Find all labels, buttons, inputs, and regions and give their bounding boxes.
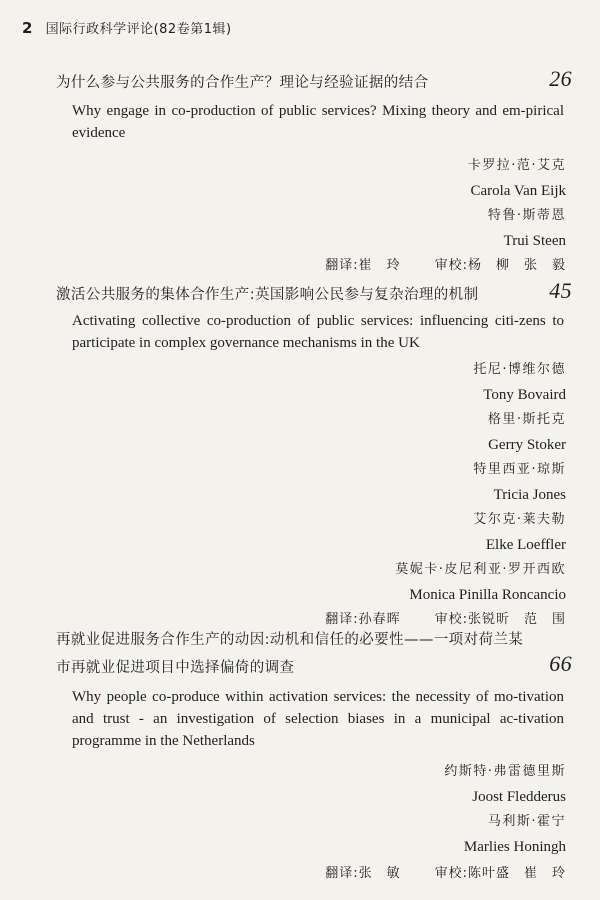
author-name-cn: 格里·斯托克 bbox=[487, 412, 566, 427]
author-name-en: Tricia Jones bbox=[493, 487, 566, 503]
author-name-cn: 卡罗拉·范·艾克 bbox=[467, 158, 566, 173]
reviewer: 审校:陈叶盛 崔 玲 bbox=[434, 866, 566, 881]
reviewer: 审校:杨 柳 张 毅 bbox=[434, 258, 566, 273]
article-title-en: Activating collective co-production of public services: influencing citi-zens to participate in complex governance mechanisms in the UK bbox=[72, 313, 564, 351]
author-name-en: Monica Pinilla Roncancio bbox=[409, 587, 566, 603]
author-name-cn: 托尼·博维尔德 bbox=[473, 362, 566, 377]
author-name-cn: 特里西亚·琼斯 bbox=[473, 462, 566, 477]
page-reference: 66 bbox=[549, 651, 572, 676]
article-title-en: Why people co-produce within activation services: the necessity of mo-tivation and trust - an investigation of selection biases in a municipal ac-tivation programme in the Netherlands bbox=[72, 689, 564, 749]
author-list bbox=[0, 154, 600, 254]
translator: 翻译:崔 玲 bbox=[325, 258, 401, 273]
article-3 bbox=[0, 626, 600, 886]
author-name-cn: 特鲁·斯蒂恩 bbox=[487, 208, 566, 223]
article-2 bbox=[0, 278, 600, 632]
article-title-cn[interactable] bbox=[0, 626, 600, 682]
credits-line bbox=[0, 862, 600, 886]
title-cn-line-2: 市再就业促进项目中选择偏倚的调查 bbox=[56, 660, 295, 676]
title-cn-text: 为什么参与公共服务的合作生产？理论与经验证据的结合 bbox=[56, 75, 429, 91]
author-name-en: Tony Bovaird bbox=[483, 387, 566, 403]
author-list bbox=[0, 760, 600, 860]
author-name-cn: 马利斯·霍宁 bbox=[487, 814, 566, 829]
author-name-cn: 艾尔克·莱夫勒 bbox=[473, 512, 566, 527]
article-title-cn[interactable] bbox=[0, 66, 600, 96]
page-number: 2 bbox=[22, 19, 33, 37]
translator: 翻译:张 敏 bbox=[325, 866, 401, 881]
page-reference: 45 bbox=[549, 278, 572, 303]
title-cn-text: 激活公共服务的集体合作生产:英国影响公民参与复杂治理的机制 bbox=[56, 287, 479, 303]
author-name-en: Joost Fledderus bbox=[472, 789, 566, 805]
credits-line bbox=[0, 254, 600, 278]
translator: 翻译:孙春晖 bbox=[325, 612, 401, 627]
article-title-cn[interactable] bbox=[0, 278, 600, 308]
author-name-en: Gerry Stoker bbox=[488, 437, 566, 453]
page-reference: 26 bbox=[549, 66, 572, 91]
author-name-en: Trui Steen bbox=[503, 233, 566, 249]
running-header bbox=[22, 18, 232, 37]
author-list bbox=[0, 358, 600, 608]
author-name-cn: 约斯特·弗雷德里斯 bbox=[444, 764, 566, 779]
title-cn-line-1: 再就业促进服务合作生产的动因:动机和信任的必要性——一项对荷兰某 bbox=[56, 632, 524, 648]
author-name-en: Marlies Honingh bbox=[463, 839, 566, 855]
article-title-en: Why engage in co-production of public services? Mixing theory and em-pirical evidence bbox=[72, 103, 564, 141]
reviewer: 审校:张锐昕 范 围 bbox=[434, 612, 566, 627]
author-name-cn: 莫妮卡·皮尼利亚·罗开西欧 bbox=[395, 562, 566, 577]
author-name-en: Elke Loeffler bbox=[485, 537, 566, 553]
journal-title: 国际行政科学评论(82卷第1辑) bbox=[45, 22, 232, 37]
article-1 bbox=[0, 66, 600, 278]
author-name-en: Carola Van Eijk bbox=[470, 183, 566, 199]
